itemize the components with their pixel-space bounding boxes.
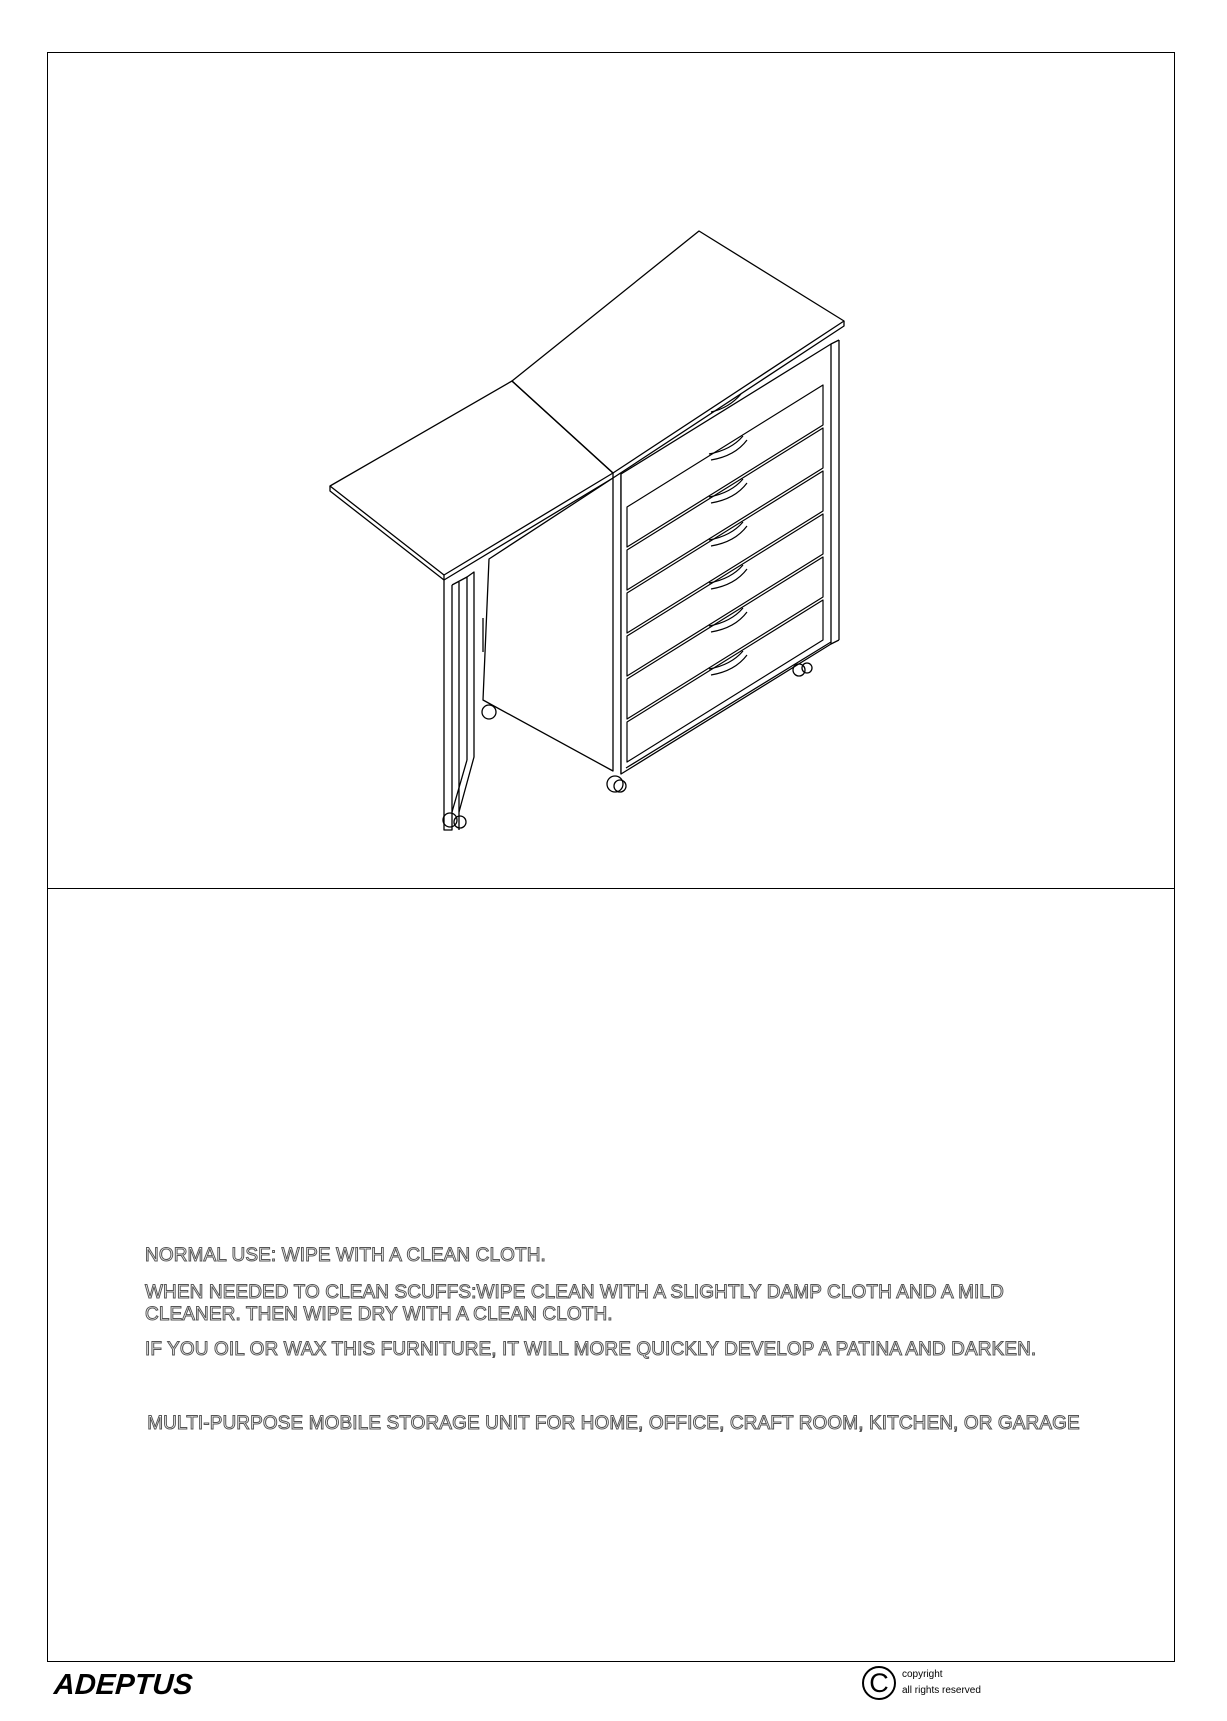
product-tagline: MULTI-PURPOSE MOBILE STORAGE UNIT FOR HOME, OFFICE, CRAFT ROOM, KITCHEN, OR GARAGE [147, 1413, 1080, 1434]
storage-cart-illustration [47, 52, 1175, 888]
care-instruction-2: WHEN NEEDED TO CLEAN SCUFFS:WIPE CLEAN WITH A SLIGHTLY DAMP CLOTH AND A MILD [145, 1282, 1004, 1303]
brand-logo: ADEPTUS [52, 1669, 194, 1701]
copyright-icon: C [862, 1666, 896, 1700]
section-divider [47, 888, 1175, 889]
care-instruction-3: CLEANER. THEN WIPE DRY WITH A CLEAN CLOTH. [145, 1304, 613, 1325]
copyright-text [902, 1667, 981, 1699]
care-instruction-4: IF YOU OIL OR WAX THIS FURNITURE, IT WILL MORE QUICKLY DEVELOP A PATINA AND DARKEN. [145, 1339, 1037, 1360]
care-instruction-1: NORMAL USE: WIPE WITH A CLEAN CLOTH. [145, 1245, 546, 1266]
copyright-notice [862, 1666, 981, 1700]
copyright-line-2: all rights reserved [902, 1685, 981, 1696]
copyright-line-1: copyright [902, 1669, 943, 1680]
